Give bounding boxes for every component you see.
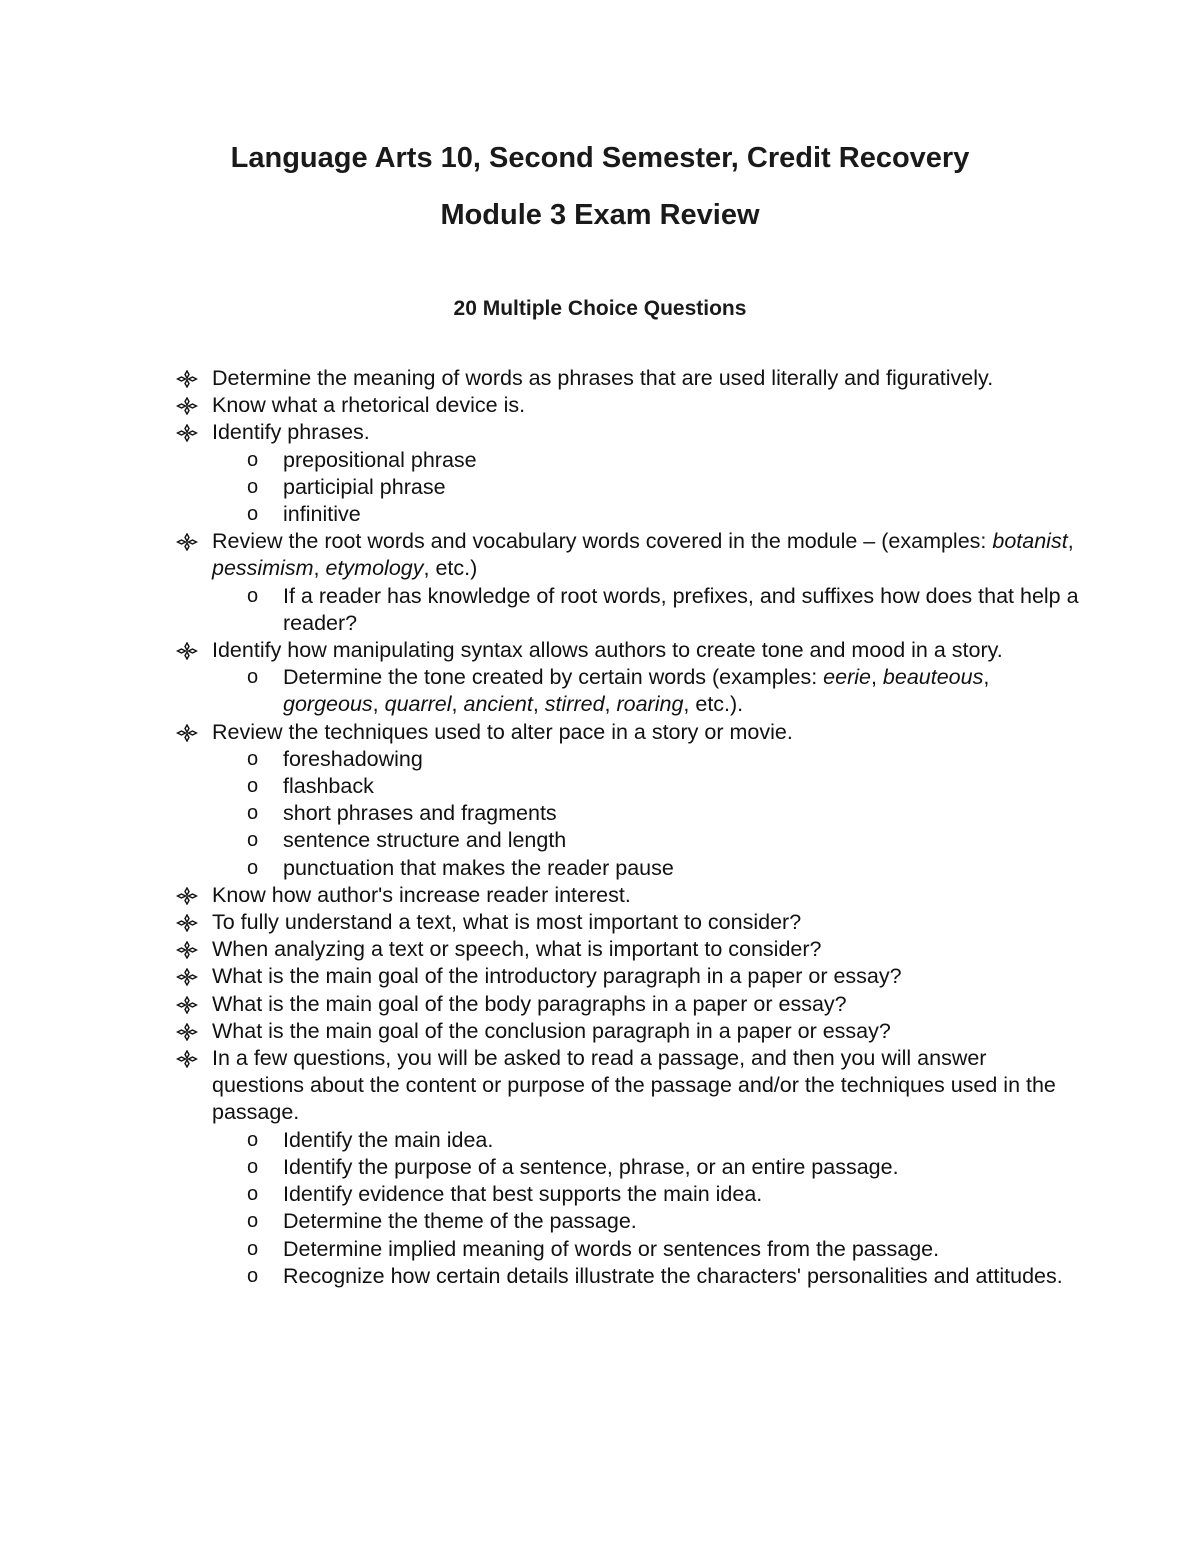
list-item-text (212, 1046, 1056, 1124)
list-item-text (212, 393, 525, 417)
list-item-text (212, 937, 822, 961)
four-diamond-star-icon (176, 637, 200, 664)
sub-list-item (0, 1181, 1200, 1208)
sub-list-item (0, 447, 1200, 474)
text-run: What is the main goal of the conclusion paragraph in a paper or essay? (212, 1018, 891, 1043)
text-run: , (372, 692, 385, 717)
list-item (0, 528, 1200, 582)
list-item (0, 419, 1200, 446)
circle-bullet-icon: o (247, 1128, 259, 1151)
example-word: eerie (823, 665, 871, 690)
review-list (0, 365, 1200, 1290)
text-run: Know what a rhetorical device is. (212, 393, 526, 418)
list-item (0, 719, 1200, 746)
example-word: stirred (544, 692, 605, 717)
list-item (0, 1018, 1200, 1045)
list-item (0, 936, 1200, 963)
text-run: , (532, 692, 545, 717)
list-item-text (212, 638, 1003, 662)
text-run: Identify the main idea. (283, 1127, 494, 1152)
sub-list-item (0, 1263, 1200, 1290)
text-run: , (870, 665, 883, 690)
circle-bullet-icon: o (247, 747, 259, 770)
list-item-text (212, 720, 793, 744)
text-run: What is the main goal of the body paragraphs in a paper or essay? (212, 991, 847, 1016)
sub-list-item (0, 827, 1200, 854)
text-run: Identify phrases. (212, 420, 370, 445)
circle-bullet-icon: o (247, 1210, 259, 1233)
sub-list-item (0, 1208, 1200, 1235)
text-run: Determine the meaning of words as phrases that are used literally and figuratively. (212, 366, 994, 390)
four-diamond-star-icon (176, 528, 200, 555)
list-item (0, 991, 1200, 1018)
circle-bullet-icon: o (247, 448, 259, 471)
sub-list-item (0, 1236, 1200, 1263)
text-run: participial phrase (283, 474, 446, 499)
circle-bullet-icon: o (247, 666, 259, 689)
example-word: quarrel (384, 692, 452, 717)
sub-list-item (0, 800, 1200, 827)
four-diamond-star-icon (176, 1045, 200, 1072)
page-title: Language Arts 10, Second Semester, Credit Recovery (230, 142, 970, 174)
four-diamond-star-icon (176, 882, 200, 909)
list-item-text (283, 584, 1079, 635)
sub-list-item (0, 746, 1200, 773)
text-run: , etc.). (683, 692, 744, 717)
list-item-text (212, 992, 847, 1016)
list-item-text (212, 529, 1074, 580)
list-item-text (283, 665, 989, 716)
four-diamond-star-icon (176, 365, 200, 392)
list-item-text (212, 964, 902, 988)
four-diamond-star-icon (176, 936, 200, 963)
text-run: prepositional phrase (283, 447, 477, 472)
text-run: , etc.) (423, 556, 478, 581)
list-item (0, 637, 1200, 664)
circle-bullet-icon: o (247, 584, 259, 607)
list-item-text (212, 1019, 891, 1043)
sub-list-item (0, 664, 1200, 718)
sub-list-item (0, 583, 1200, 637)
four-diamond-star-icon (176, 991, 200, 1018)
list-item-text (283, 856, 674, 880)
text-run: In a few questions, you will be asked to read a passage, and then you will answer questions about the content or purpose of the passage and/or the techniques used in the passage. (212, 1046, 1056, 1125)
list-item (0, 1045, 1200, 1127)
text-run: , (983, 665, 990, 690)
sub-list-item (0, 855, 1200, 882)
list-item (0, 909, 1200, 936)
list-item-text (283, 448, 477, 472)
text-run: punctuation that makes the reader pause (283, 855, 674, 880)
text-run: Recognize how certain details illustrate the characters' personalities and attitudes. (283, 1263, 1063, 1288)
list-item-text (283, 475, 446, 499)
list-item-text (283, 1182, 762, 1206)
section-heading: 20 Multiple Choice Questions (453, 297, 747, 320)
example-word: botanist (992, 529, 1068, 554)
page-subtitle: Module 3 Exam Review (440, 199, 760, 231)
list-item-text (212, 910, 801, 934)
list-item-text (283, 1237, 939, 1261)
text-run: , (1067, 529, 1074, 554)
four-diamond-star-icon (176, 963, 200, 990)
text-run: infinitive (283, 502, 361, 527)
circle-bullet-icon: o (247, 802, 259, 825)
text-run: Review the techniques used to alter pace in a story or movie. (212, 719, 793, 744)
sub-list-item (0, 1154, 1200, 1181)
text-run: , (604, 692, 617, 717)
list-item-text (283, 1128, 493, 1152)
text-run: Identify how manipulating syntax allows authors to create tone and mood in a story. (212, 638, 1003, 663)
text-run: , (313, 556, 326, 581)
circle-bullet-icon: o (247, 1155, 259, 1178)
text-run: To fully understand a text, what is most important to consider? (212, 910, 802, 935)
text-run: Identify evidence that best supports the main idea. (283, 1182, 763, 1207)
example-word: ancient (463, 692, 533, 717)
example-word: gorgeous (283, 692, 373, 717)
text-run: short phrases and fragments (283, 801, 557, 826)
list-item-text (283, 774, 374, 798)
text-run: What is the main goal of the introductory paragraph in a paper or essay? (212, 964, 902, 989)
text-run: Determine the tone created by certain words (examples: (283, 665, 824, 690)
list-item-text (283, 1264, 1063, 1288)
example-word: etymology (325, 556, 424, 581)
text-run: flashback (283, 774, 374, 799)
four-diamond-star-icon (176, 392, 200, 419)
list-item-text (283, 747, 423, 771)
list-item-text (283, 828, 566, 852)
four-diamond-star-icon (176, 419, 200, 446)
text-run: foreshadowing (283, 746, 423, 771)
list-item-text (283, 502, 361, 526)
four-diamond-star-icon (176, 909, 200, 936)
text-run: Determine implied meaning of words or sentences from the passage. (283, 1236, 940, 1261)
list-item-text (212, 883, 631, 907)
list-item (0, 882, 1200, 909)
circle-bullet-icon: o (247, 775, 259, 798)
text-run: Know how author's increase reader interest. (212, 882, 631, 907)
four-diamond-star-icon (176, 1018, 200, 1045)
text-run: Review the root words and vocabulary words covered in the module – (examples: (212, 529, 993, 554)
text-run: If a reader has knowledge of root words, prefixes, and suffixes how does that help a reader? (283, 583, 1079, 635)
text-run: , (451, 692, 464, 717)
example-word: roaring (616, 692, 684, 717)
list-item (0, 963, 1200, 990)
text-run: When analyzing a text or speech, what is important to consider? (212, 937, 822, 962)
circle-bullet-icon: o (247, 829, 259, 852)
circle-bullet-icon: o (247, 856, 259, 879)
circle-bullet-icon: o (247, 503, 259, 526)
text-run: Determine the theme of the passage. (283, 1209, 637, 1234)
list-item-text (212, 420, 370, 444)
list-item (0, 392, 1200, 419)
text-run: sentence structure and length (283, 828, 567, 853)
list-item-text (283, 1155, 899, 1179)
circle-bullet-icon: o (247, 1264, 259, 1287)
sub-list-item (0, 501, 1200, 528)
list-item-text (212, 366, 993, 390)
four-diamond-star-icon (176, 719, 200, 746)
circle-bullet-icon: o (247, 1237, 259, 1260)
sub-list-item (0, 1127, 1200, 1154)
example-word: pessimism (212, 556, 314, 581)
list-item-text (283, 801, 557, 825)
example-word: beauteous (882, 665, 984, 690)
list-item (0, 365, 1200, 392)
sub-list-item (0, 474, 1200, 501)
list-item-text (283, 1209, 637, 1233)
circle-bullet-icon: o (247, 1183, 259, 1206)
text-run: Identify the purpose of a sentence, phrase, or an entire passage. (283, 1154, 899, 1179)
circle-bullet-icon: o (247, 475, 259, 498)
sub-list-item (0, 773, 1200, 800)
